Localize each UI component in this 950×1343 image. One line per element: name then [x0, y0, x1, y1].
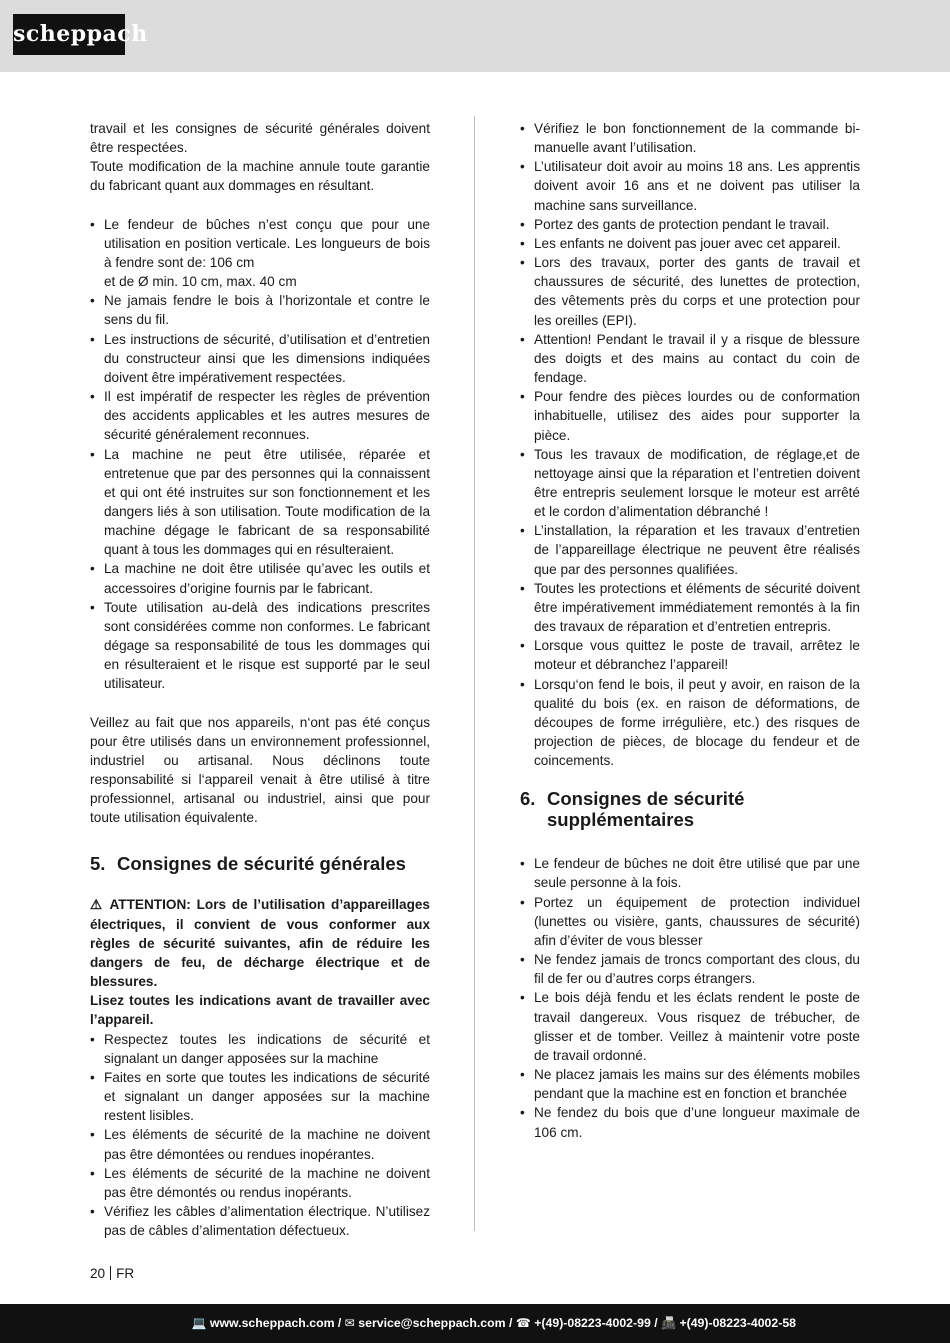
page-number-value: 20	[90, 1266, 106, 1281]
fax-number: +(49)-08223-4002-58	[679, 1316, 796, 1330]
list-item: • Le fendeur de bûches n’est conçu que pour une utilisation en position verticale. Les longueurs de bois à fendre sont de: 106 cm et de Ø min. 10 cm, max. 40 cm	[90, 215, 430, 292]
list-item: • Faites en sorte que toutes les indications de sécurité et signalant un danger apposées sur la machine restent lisibles.	[90, 1068, 430, 1125]
list-item: • Lorsque vous quittez le poste de travail, arrêtez le moteur et débranchez l’appareil!	[520, 636, 860, 674]
list-item: • Lors des travaux, porter des gants de travail et chaussures de sécurité, des lunettes de protection, des vêtements près du corps et une protection pour les oreilles (EPI).	[520, 253, 860, 330]
page-number	[90, 1266, 134, 1281]
list-item: • Les éléments de sécurité de la machine ne doivent pas être démontés ou rendus inopérants.	[90, 1164, 430, 1202]
list-item: • Il est impératif de respecter les règles de prévention des accidents applicables et les autres mesures de sécurité généralement reconnues.	[90, 387, 430, 444]
disclaimer-paragraph: Veillez au fait que nos appareils, n‘ont pas été conçus pour être utilisés dans un environnement professionnel, industriel ou artisanal. Nous déclinons toute responsabilité si l‘appareil venait à être utilisé à titre professionnel, artisanal ou industriel, ainsi que pour toute utilisation équivalente.	[90, 714, 430, 826]
email-icon: ✉	[344, 1316, 355, 1330]
warning-icon: ⚠	[90, 897, 105, 913]
list-item: • L’installation, la réparation et les travaux d’entretien de l’appareillage électrique ne peuvent être réalisés que par des personnes qualifiées.	[520, 521, 860, 578]
list-item: • La machine ne doit être utilisée qu’avec les outils et accessoires d’origine fournis par le fabricant.	[90, 559, 430, 597]
wood-diameter-text: et de Ø min. 10 cm, max. 40 cm	[104, 274, 297, 290]
page-language: FR	[116, 1266, 135, 1281]
section-6-number: 6.	[520, 788, 536, 810]
list-item: • La machine ne peut être utilisée, réparée et entretenue que par des personnes qui la connaissent et qui ont été instruites sur son fonctionnement et les dangers liés à son utilisation. Toute modification de la machine dégage le fabricant de sa responsabilité quant à tous les dommages qui en résulteraient.	[90, 445, 430, 560]
header-bar	[0, 0, 950, 72]
list-item: • Toute utilisation au-delà des indications prescrites sont considérées comme non conformes. Le fabricant dégage sa responsabilité de tous les dommages qui en résulteraient et le risque est supporté par le seul utilisateur.	[90, 598, 430, 694]
attention-warning: ⚠ ATTENTION: Lors de l’utilisation d’appareillages électriques, il convient de vous conformer aux règles de sécurité suivantes, afin de réduire les dangers de feu, de décharge électrique et de blessures.	[90, 897, 430, 990]
list-item: • Vérifiez le bon fonctionnement de la commande bi-manuelle avant l’utilisation.	[520, 119, 860, 157]
list-item: • Portez un équipement de protection individuel (lunettes ou visière, gants, chaussures de sécurité) afin d’éviter de vous blesser	[520, 893, 860, 950]
section-6-heading	[520, 788, 860, 830]
list-item: • Les éléments de sécurité de la machine ne doivent pas être démontées ou rendues inopérantes.	[90, 1125, 430, 1163]
list-item: • Vérifiez les câbles d’alimentation électrique. N’utilisez pas de câbles d’alimentation défectueux.	[90, 1202, 430, 1240]
section-5-title: Consignes de sécurité générales	[117, 853, 406, 875]
phone-number: +(49)-08223-4002-99 /	[534, 1316, 658, 1330]
list-item: • Lorsqu‘on fend le bois, il peut y avoir, en raison de la qualité du bois (ex. en raison de déformations, de découpes de forme irrégulière, etc.) des risques de projection de pièces, de blocage du fendeur et de coincements.	[520, 675, 860, 771]
computer-icon: 💻	[191, 1316, 207, 1330]
bullet-list-usage	[90, 215, 430, 694]
list-item: • Portez des gants de protection pendant le travail.	[520, 215, 860, 234]
bullet-list-safety-continued	[520, 119, 860, 770]
list-item: • Les instructions de sécurité, d’utilisation et d’entretien du constructeur ainsi que les dimensions indiquées doivent être impérativement respectées.	[90, 330, 430, 387]
list-item: • Ne jamais fendre le bois à l’horizontale et contre le sens du fil.	[90, 291, 430, 329]
website-link[interactable]: www.scheppach.com /	[209, 1316, 342, 1330]
list-item: • Pour fendre des pièces lourdes ou de conformation inhabituelle, utilisez des aides pour supporter la pièce.	[520, 387, 860, 444]
column-divider	[474, 116, 475, 1231]
intro-line-1: travail et les consignes de sécurité générales doivent être respectées.	[90, 121, 430, 156]
list-item: • Les enfants ne doivent pas jouer avec cet appareil.	[520, 234, 860, 253]
list-item: • Le fendeur de bûches ne doit être utilisé que par une seule personne à la fois.	[520, 854, 860, 892]
list-item: • Respectez toutes les indications de sécurité et signalant un danger apposées sur la machine	[90, 1030, 430, 1068]
section-5-heading	[90, 853, 430, 874]
scheppach-logo: scheppach	[13, 14, 125, 55]
list-item: • Tous les travaux de modification, de réglage,et de nettoyage ainsi que la réparation et l’entretien doivent être entrepris seulement lorsque le moteur est arrêté et le cordon d’alimentation débranché !	[520, 445, 860, 522]
read-all-notice: Lisez toutes les indications avant de travailler avec l’appareil.	[90, 993, 430, 1028]
email-link[interactable]: service@scheppach.com /	[358, 1316, 513, 1330]
footer-bar	[0, 1304, 950, 1343]
list-item: • Ne fendez jamais de troncs comportant des clous, du fil de fer ou d’autres corps étrangers.	[520, 950, 860, 988]
list-item: • Attention! Pendant le travail il y a risque de blessure des doigts et des mains au contact du coin de fendage.	[520, 330, 860, 387]
fax-icon: 📠	[661, 1316, 677, 1330]
list-item: • Ne fendez du bois que d’une longueur maximale de 106 cm.	[520, 1103, 860, 1141]
list-item: • Ne placez jamais les mains sur des éléments mobiles pendant que la machine est en fonction et branchée	[520, 1065, 860, 1103]
left-column	[90, 119, 430, 1240]
bullet-list-additional-safety	[520, 854, 860, 1141]
list-item: • Toutes les protections et éléments de sécurité doivent être impérativement immédiatement remontés à la fin des travaux de réparation et d’entretien entrepris.	[520, 579, 860, 636]
right-column	[520, 119, 860, 1142]
section-5-number: 5.	[90, 853, 106, 875]
phone-icon: ☎	[515, 1316, 531, 1330]
section-6-title: Consignes de sécurité supplémentaires	[547, 788, 745, 831]
footer-contact	[192, 1316, 796, 1330]
list-item: • L’utilisateur doit avoir au moins 18 ans. Les apprentis doivent avoir 16 ans et ne doivent pas utiliser la machine sans surveillance.	[520, 157, 860, 214]
intro-line-2: Toute modification de la machine annule toute garantie du fabricant quant aux dommages en résultant.	[90, 159, 430, 194]
bullet-list-general-safety	[90, 1030, 430, 1241]
list-item: • Le bois déjà fendu et les éclats rendent le poste de travail dangereux. Vous risquez de trébucher, de glisser et de tomber. Veillez à maintenir votre poste de travail ordonné.	[520, 988, 860, 1065]
